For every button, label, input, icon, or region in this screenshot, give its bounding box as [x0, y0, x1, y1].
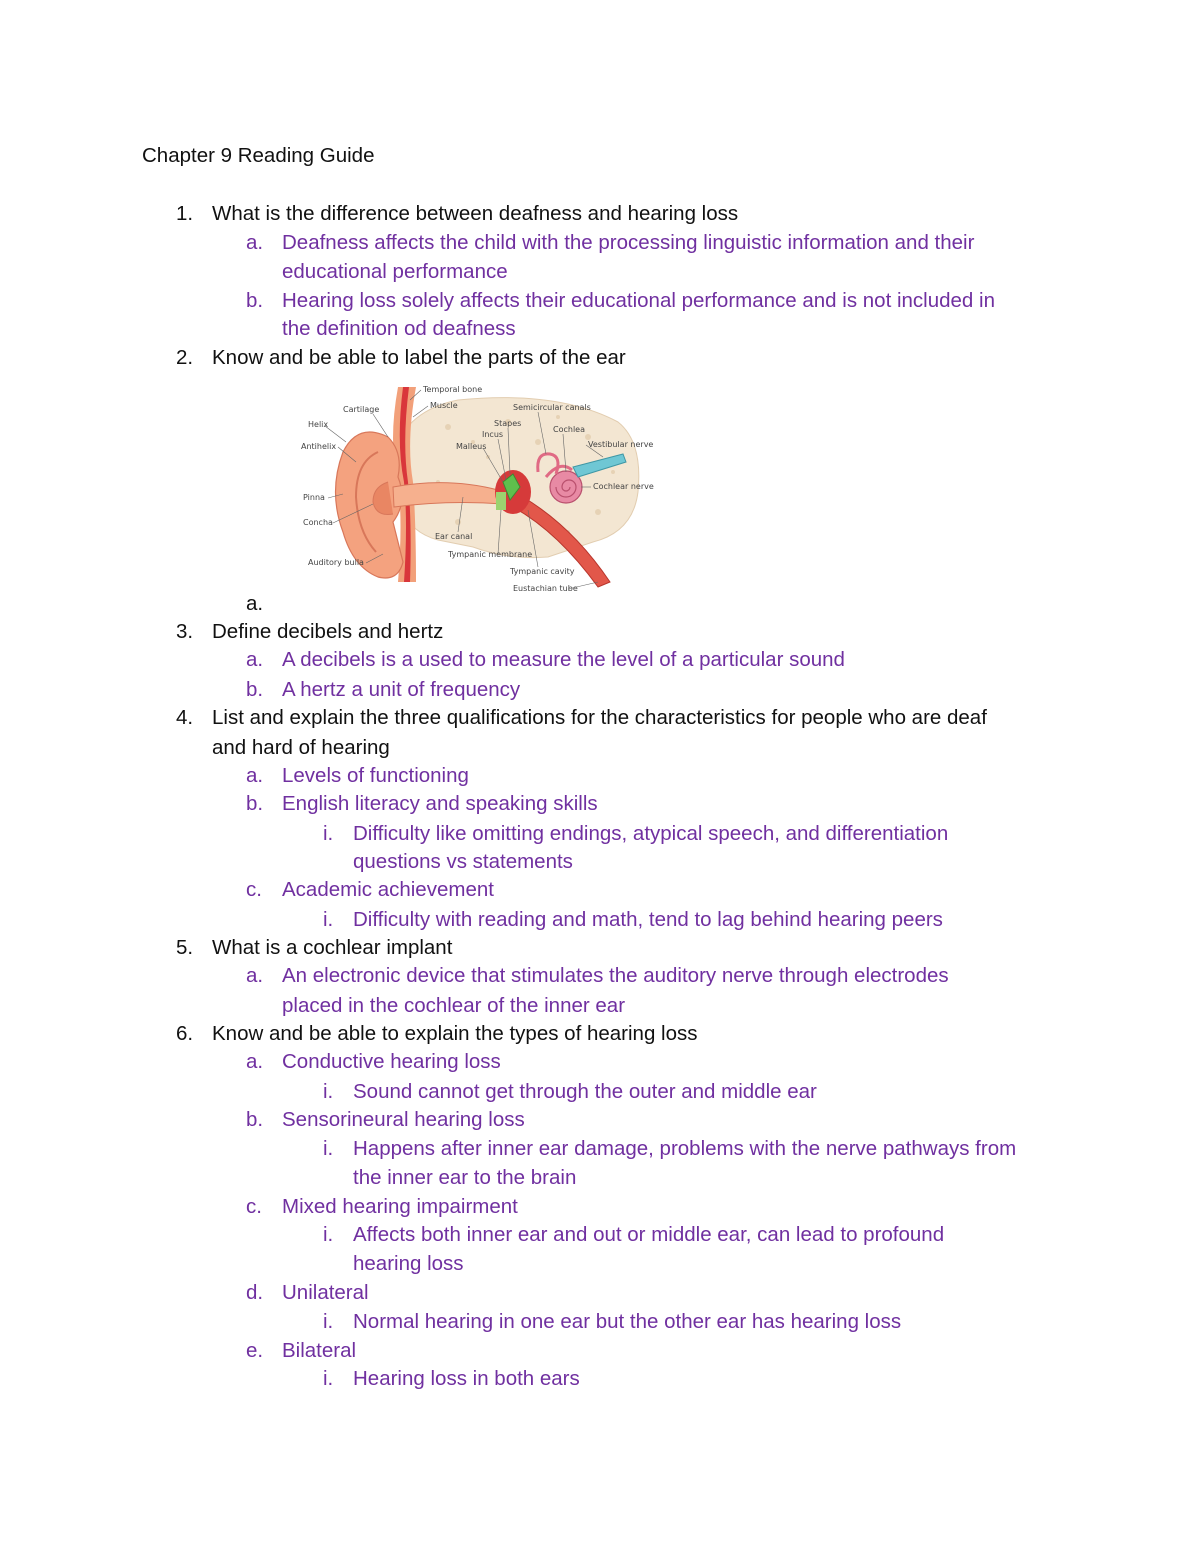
list-marker: i. — [323, 1080, 334, 1103]
answer-text: Affects both inner ear and out or middle ear, can lead to profound — [353, 1223, 945, 1246]
tympanic-membrane-shape — [496, 492, 506, 510]
label-vestibular-nerve: Vestibular nerve — [588, 440, 654, 449]
list-marker: a. — [246, 1050, 264, 1073]
question-text: Know and be able to explain the types of hearing loss — [212, 1022, 698, 1045]
page-title: Chapter 9 Reading Guide — [142, 144, 375, 167]
answer-text: placed in the cochlear of the inner ear — [282, 994, 626, 1017]
label-cochlea: Cochlea — [553, 425, 585, 434]
list-number: 1. — [176, 202, 194, 225]
list-marker: a. — [246, 648, 264, 671]
question-text: and hard of hearing — [212, 736, 390, 759]
label-tympanic-cavity: Tympanic cavity — [510, 567, 575, 576]
question-text: List and explain the three qualifications for the characteristics for people who are deaf — [212, 706, 987, 729]
answer-text: the inner ear to the brain — [353, 1166, 577, 1189]
answer-text: Difficulty like omitting endings, atypical speech, and differentiation — [353, 822, 949, 845]
answer-text: Hearing loss solely affects their educational performance and is not included in — [282, 289, 995, 312]
list-number: 2. — [176, 346, 194, 369]
answer-text: Hearing loss in both ears — [353, 1367, 580, 1390]
list-marker: a. — [246, 231, 264, 254]
label-semicircular-canals: Semicircular canals — [513, 403, 591, 412]
list-marker: e. — [246, 1339, 264, 1362]
label-muscle: Muscle — [430, 401, 458, 410]
answer-text: hearing loss — [353, 1252, 464, 1275]
answer-text: Happens after inner ear damage, problems with the nerve pathways from — [353, 1137, 1017, 1160]
list-marker: b. — [246, 792, 264, 815]
list-marker: d. — [246, 1281, 264, 1304]
ear-anatomy-diagram — [298, 382, 658, 597]
label-concha: Concha — [303, 518, 333, 527]
list-number: 6. — [176, 1022, 194, 1045]
answer-text: English literacy and speaking skills — [282, 792, 598, 815]
answer-text: A decibels is a used to measure the level of a particular sound — [282, 648, 845, 671]
answer-text: Difficulty with reading and math, tend to lag behind hearing peers — [353, 908, 943, 931]
answer-text: Unilateral — [282, 1281, 369, 1304]
label-antihelix: Antihelix — [301, 442, 337, 451]
answer-text: questions vs statements — [353, 850, 573, 873]
list-marker: b. — [246, 1108, 264, 1131]
label-malleus: Malleus — [456, 442, 487, 451]
list-marker: a. — [246, 592, 264, 615]
label-stapes: Stapes — [494, 419, 522, 428]
answer-text: Sound cannot get through the outer and middle ear — [353, 1080, 817, 1103]
list-marker: i. — [323, 1223, 334, 1246]
label-cochlear-nerve: Cochlear nerve — [593, 482, 654, 491]
list-number: 5. — [176, 936, 194, 959]
answer-text: An electronic device that stimulates the auditory nerve through electrodes — [282, 964, 949, 987]
label-pinna: Pinna — [303, 493, 325, 502]
question-text: Know and be able to label the parts of the ear — [212, 346, 626, 369]
list-marker: i. — [323, 1310, 334, 1333]
answer-text: Academic achievement — [282, 878, 494, 901]
list-marker: c. — [246, 878, 262, 901]
answer-text: Deafness affects the child with the processing linguistic information and their — [282, 231, 975, 254]
answer-text: Mixed hearing impairment — [282, 1195, 518, 1218]
answer-text: Levels of functioning — [282, 764, 469, 787]
list-marker: i. — [323, 822, 334, 845]
question-text: Define decibels and hertz — [212, 620, 444, 643]
pinna-shape — [336, 432, 404, 578]
answer-text: A hertz a unit of frequency — [282, 678, 521, 701]
answer-text: Sensorineural hearing loss — [282, 1108, 525, 1131]
label-temporal-bone: Temporal bone — [423, 385, 483, 394]
list-marker: a. — [246, 964, 264, 987]
label-incus: Incus — [482, 430, 504, 439]
list-number: 4. — [176, 706, 194, 729]
label-tympanic-membrane: Tympanic membrane — [448, 550, 533, 559]
list-marker: i. — [323, 1137, 334, 1160]
label-auditory-bulla: Auditory bulla — [308, 558, 364, 567]
list-marker: b. — [246, 289, 264, 312]
list-marker: i. — [323, 1367, 334, 1390]
question-text: What is a cochlear implant — [212, 936, 453, 959]
answer-text: Bilateral — [282, 1339, 357, 1362]
answer-text: the definition od deafness — [282, 317, 516, 340]
label-ear-canal: Ear canal — [435, 532, 473, 541]
answer-text: Normal hearing in one ear but the other ear has hearing loss — [353, 1310, 902, 1333]
list-number: 3. — [176, 620, 194, 643]
list-marker: a. — [246, 764, 264, 787]
answer-text: educational performance — [282, 260, 508, 283]
list-marker: b. — [246, 678, 264, 701]
label-helix: Helix — [308, 420, 329, 429]
label-cartilage: Cartilage — [343, 405, 380, 414]
list-marker: c. — [246, 1195, 262, 1218]
list-marker: i. — [323, 908, 334, 931]
label-eustachian-tube: Eustachian tube — [513, 584, 578, 593]
answer-text: Conductive hearing loss — [282, 1050, 501, 1073]
question-text: What is the difference between deafness and hearing loss — [212, 202, 739, 225]
